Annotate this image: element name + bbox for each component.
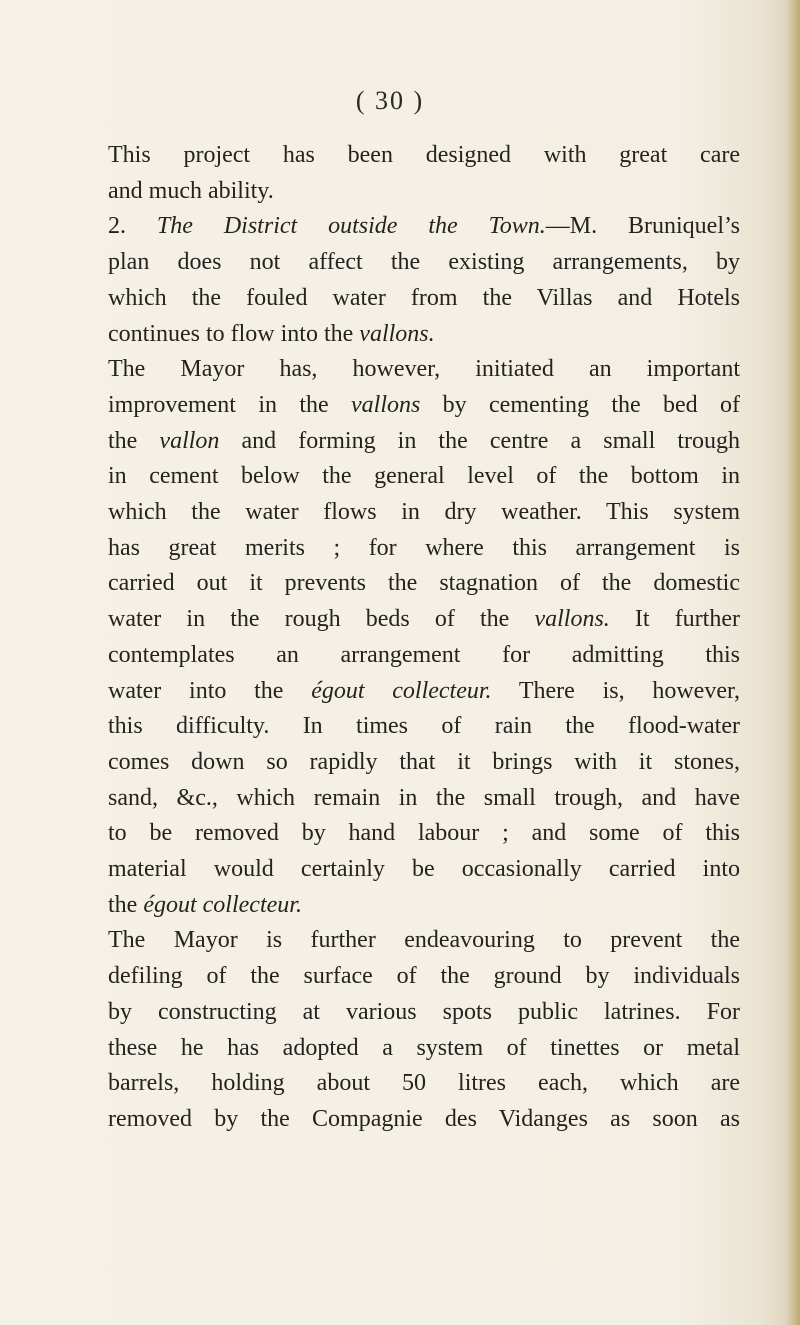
text-line xyxy=(108,388,740,424)
text-line: The Mayor is further endeavouring to prevent the xyxy=(108,927,740,954)
text-line: comes down so rapidly that it brings with it stones, xyxy=(108,748,740,775)
text-span: and forming in the centre a small trough xyxy=(219,427,741,454)
text-line: barrels, holding about 50 litres each, which are xyxy=(108,1070,740,1097)
text-line: to be removed by hand labour ; and some of this xyxy=(108,820,740,847)
page-number: ( 30 ) xyxy=(355,86,425,115)
text-line: these he has adopted a system of tinettes or metal xyxy=(108,1034,740,1061)
text-line xyxy=(108,317,740,353)
text-span: water in the rough beds of the xyxy=(108,606,535,633)
text-line: removed by the Compagnie des Vidanges as soon as xyxy=(108,1105,740,1132)
text-span: —M. Bruniquel’s xyxy=(545,213,741,240)
text-span: the xyxy=(108,427,160,454)
body-text xyxy=(108,138,740,1138)
text-line xyxy=(108,674,740,710)
text-span: water into the xyxy=(108,677,312,704)
text-span: continues to flow into the xyxy=(108,320,360,347)
text-span: It further xyxy=(609,606,740,633)
page-edge-shading xyxy=(786,0,800,1325)
italic-text-span: vallons. xyxy=(359,320,435,347)
text-line: and much ability. xyxy=(108,177,274,204)
text-line: defiling of the surface of the ground by individuals xyxy=(108,963,740,990)
italic-text-span: vallons xyxy=(351,391,421,418)
text-span: 2. xyxy=(108,213,157,240)
italic-text-span: vallon xyxy=(159,427,220,454)
text-line: has great merits ; for where this arrangement is xyxy=(108,534,740,561)
text-line xyxy=(108,888,740,924)
text-line: which the fouled water from the Villas and Hotels xyxy=(108,284,740,311)
text-line: in cement below the general level of the bottom in xyxy=(108,463,740,490)
text-line xyxy=(108,602,740,638)
text-line: plan does not affect the existing arrangements, by xyxy=(108,249,740,276)
italic-text-span: égout collecteur. xyxy=(143,891,302,918)
text-line: by constructing at various spots public latrines. For xyxy=(108,998,740,1025)
italic-text-span: The District outside the Town. xyxy=(156,213,546,240)
text-line: The Mayor has, however, initiated an important xyxy=(108,356,740,383)
text-span: by cementing the bed of xyxy=(420,391,740,418)
italic-text-span: égout collecteur. xyxy=(311,677,492,704)
text-span: There is, however, xyxy=(491,677,740,704)
text-line: contemplates an arrangement for admitting this xyxy=(108,641,740,668)
text-line: material would certainly be occasionally carried into xyxy=(108,856,740,883)
text-span: the xyxy=(108,891,144,918)
text-line xyxy=(108,209,740,245)
text-span: improvement in the xyxy=(108,391,351,418)
text-line: sand, &c., which remain in the small trough, and have xyxy=(108,784,740,811)
text-line: this difficulty. In times of rain the flood-water xyxy=(108,713,740,740)
text-line: which the water flows in dry weather. This system xyxy=(108,499,740,526)
text-line xyxy=(108,424,740,460)
text-line: This project has been designed with great care xyxy=(108,142,740,168)
text-line: carried out it prevents the stagnation of the domestic xyxy=(108,570,740,597)
italic-text-span: vallons. xyxy=(534,606,610,633)
